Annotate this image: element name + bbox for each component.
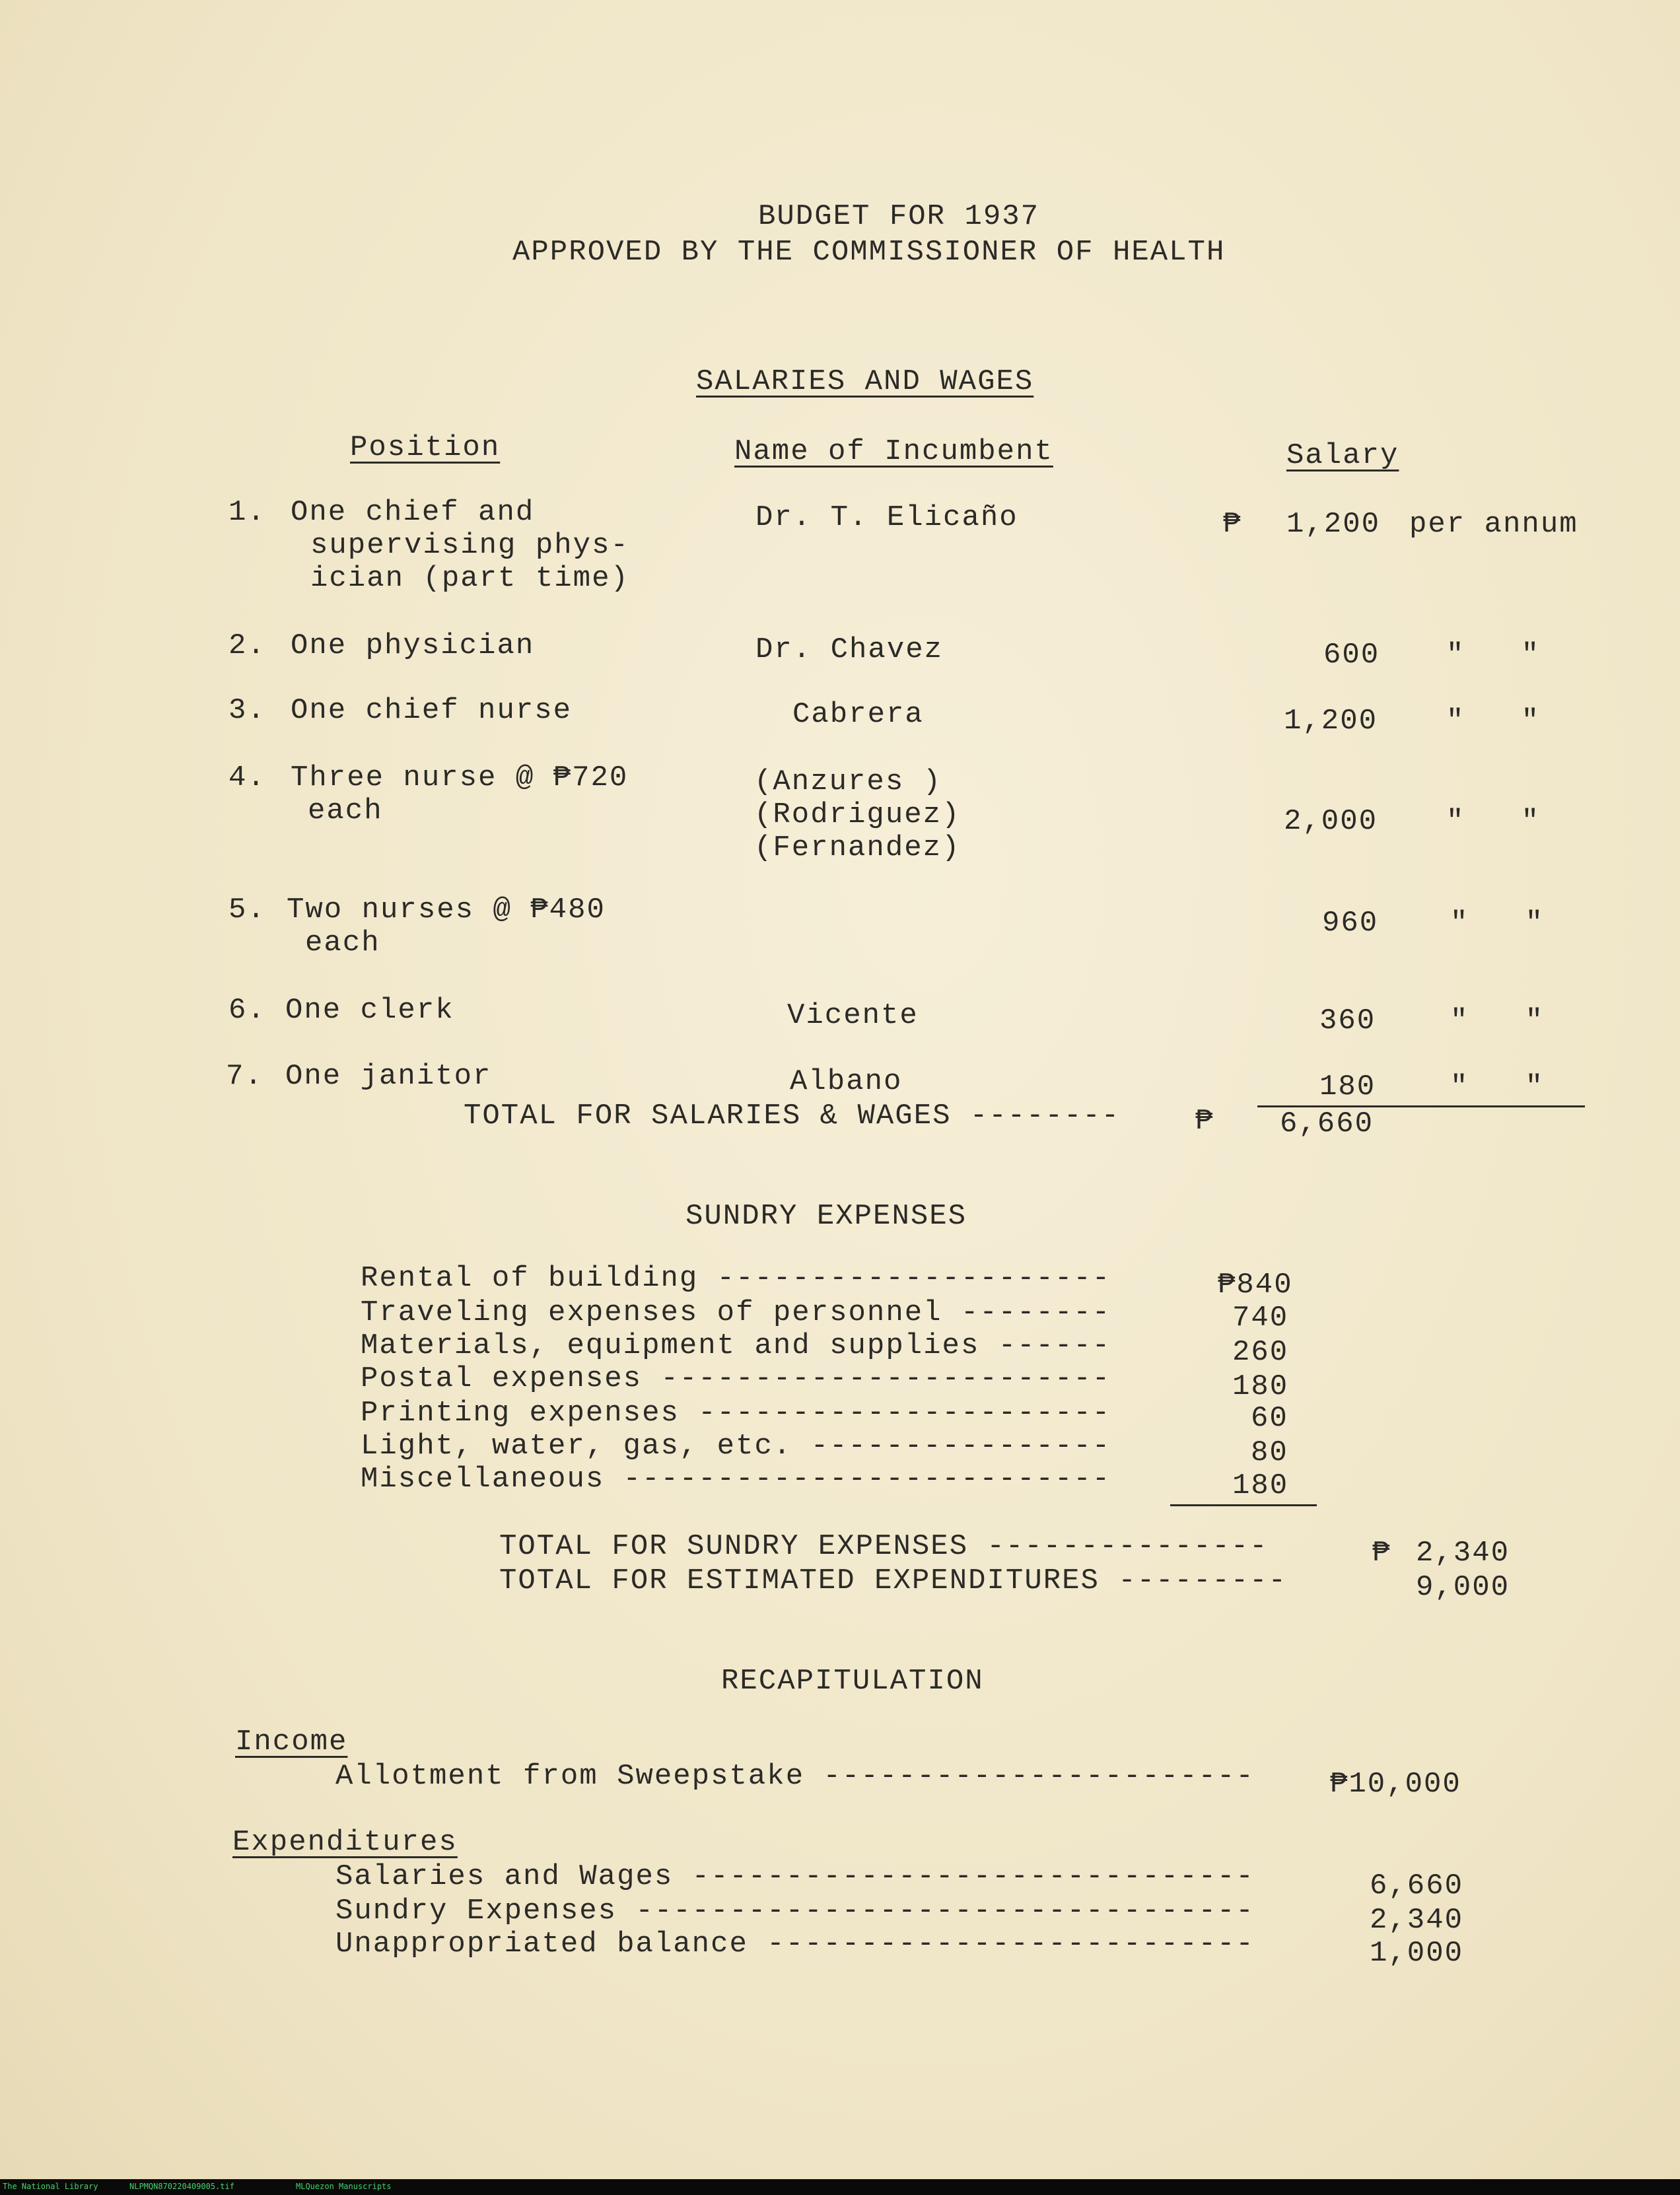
row-position: each xyxy=(308,794,383,827)
footer-library: The National Library xyxy=(3,2182,98,2191)
footer-file: NLPMQN870220409005.tif xyxy=(129,2182,234,2191)
sundry-item-label: Printing expenses ---------------------- xyxy=(361,1397,1111,1430)
estimated-total-label: TOTAL FOR ESTIMATED EXPENDITURES --------- xyxy=(499,1564,1287,1597)
expenditure-label: Unappropriated balance -------------------------- xyxy=(335,1928,1255,1961)
peso-sign: ₱ xyxy=(1372,1537,1391,1570)
sundry-total-rule xyxy=(1170,1504,1317,1506)
expenditure-label: Salaries and Wages ------------------------------ xyxy=(335,1860,1255,1893)
row-name: (Anzures ) xyxy=(754,765,942,798)
row-position: Three nurse @ ₱720 xyxy=(291,761,629,794)
row-position: One chief nurse xyxy=(291,694,573,727)
sundry-item-amount: 180 xyxy=(1232,1370,1289,1403)
row-position: ician (part time) xyxy=(310,562,629,595)
row-unit: per annum xyxy=(1409,508,1578,541)
sundry-item-amount: 740 xyxy=(1232,1302,1289,1335)
row-position: One janitor xyxy=(285,1060,492,1093)
sundry-item-label: Postal expenses ------------------------ xyxy=(361,1362,1111,1395)
document-title: BUDGET FOR 1937 xyxy=(758,200,1040,233)
row-position: supervising phys- xyxy=(310,529,629,562)
scan-footer-bar xyxy=(0,2179,1680,2195)
row-name: Cabrera xyxy=(792,698,924,731)
ditto-marks: " " xyxy=(1450,1004,1545,1037)
row-name: (Rodriguez) xyxy=(754,798,961,831)
sundry-item-label: Rental of building --------------------- xyxy=(361,1262,1111,1295)
row-amount: 1,200 xyxy=(1284,705,1378,738)
recap-section-title: RECAPITULATION xyxy=(721,1665,984,1698)
sundry-item-amount: ₱840 xyxy=(1218,1269,1293,1302)
row-amount: 1,200 xyxy=(1286,508,1381,541)
row-name: Vicente xyxy=(787,999,919,1032)
ditto-marks: " " xyxy=(1446,705,1541,738)
sundry-item-label: Light, water, gas, etc. ---------------- xyxy=(361,1430,1111,1463)
row-name: Dr. Chavez xyxy=(755,633,944,666)
sundry-total-label: TOTAL FOR SUNDRY EXPENSES --------------- xyxy=(499,1530,1269,1563)
income-heading: Income xyxy=(235,1725,348,1759)
salaries-total-label: TOTAL FOR SALARIES & WAGES -------- xyxy=(464,1099,1121,1132)
expenditure-label: Sundry Expenses --------------------------------- xyxy=(335,1895,1255,1928)
sundry-item-label: Traveling expenses of personnel -------- xyxy=(361,1296,1111,1329)
peso-sign: ₱ xyxy=(1223,508,1242,541)
sundry-section-title: SUNDRY EXPENSES xyxy=(685,1200,967,1233)
row-name: (Fernandez) xyxy=(754,831,961,864)
ditto-marks: " " xyxy=(1446,639,1541,672)
footer-collection: MLQuezon Manuscripts xyxy=(296,2182,392,2191)
sundry-item-amount: 60 xyxy=(1251,1402,1288,1435)
expenditure-amount: 2,340 xyxy=(1370,1904,1464,1937)
row-position: Two nurses @ ₱480 xyxy=(287,893,606,926)
expenditure-amount: 6,660 xyxy=(1370,1869,1464,1902)
row-position: One chief and xyxy=(291,496,535,529)
row-position: One clerk xyxy=(285,994,454,1027)
row-number: 1. xyxy=(228,496,266,529)
row-name: Albano xyxy=(790,1065,903,1098)
document-subtitle: APPROVED BY THE COMMISSIONER OF HEALTH xyxy=(512,236,1226,269)
expenditures-heading: Expenditures xyxy=(232,1826,458,1859)
salaries-total-amount: 6,660 xyxy=(1280,1107,1374,1140)
row-amount: 180 xyxy=(1319,1070,1376,1103)
estimated-total-amount: 9,000 xyxy=(1416,1571,1510,1604)
salaries-section-title: SALARIES AND WAGES xyxy=(696,365,1034,398)
sundry-item-amount: 260 xyxy=(1232,1336,1289,1369)
row-number: 7. xyxy=(226,1060,263,1093)
sundry-item-label: Materials, equipment and supplies ------ xyxy=(361,1329,1111,1362)
col-salary-header: Salary xyxy=(1286,439,1399,472)
sundry-item-amount: 180 xyxy=(1232,1469,1289,1502)
peso-sign: ₱ xyxy=(1195,1105,1214,1138)
ditto-marks: " " xyxy=(1450,1070,1545,1103)
col-position-header: Position xyxy=(350,431,501,464)
sundry-total-amount: 2,340 xyxy=(1416,1537,1510,1570)
row-position: One physician xyxy=(291,629,535,662)
row-name: Dr. T. Elicaño xyxy=(755,501,1018,534)
sundry-item-label: Miscellaneous -------------------------- xyxy=(361,1463,1111,1496)
row-amount: 600 xyxy=(1323,639,1380,672)
income-label: Allotment from Sweepstake ----------------------- xyxy=(335,1760,1255,1793)
sundry-item-amount: 80 xyxy=(1251,1436,1288,1469)
row-amount: 2,000 xyxy=(1284,805,1378,838)
row-number: 6. xyxy=(228,994,266,1027)
row-number: 3. xyxy=(228,694,266,727)
ditto-marks: " " xyxy=(1446,805,1541,838)
row-position: each xyxy=(305,926,380,959)
income-amount: ₱10,000 xyxy=(1330,1768,1461,1801)
col-name-header: Name of Incumbent xyxy=(734,435,1053,468)
row-amount: 360 xyxy=(1319,1004,1376,1037)
row-number: 4. xyxy=(228,761,266,794)
row-number: 5. xyxy=(228,893,266,926)
row-number: 2. xyxy=(228,629,266,662)
row-amount: 960 xyxy=(1322,907,1379,940)
expenditure-amount: 1,000 xyxy=(1370,1937,1464,1970)
ditto-marks: " " xyxy=(1450,907,1545,940)
